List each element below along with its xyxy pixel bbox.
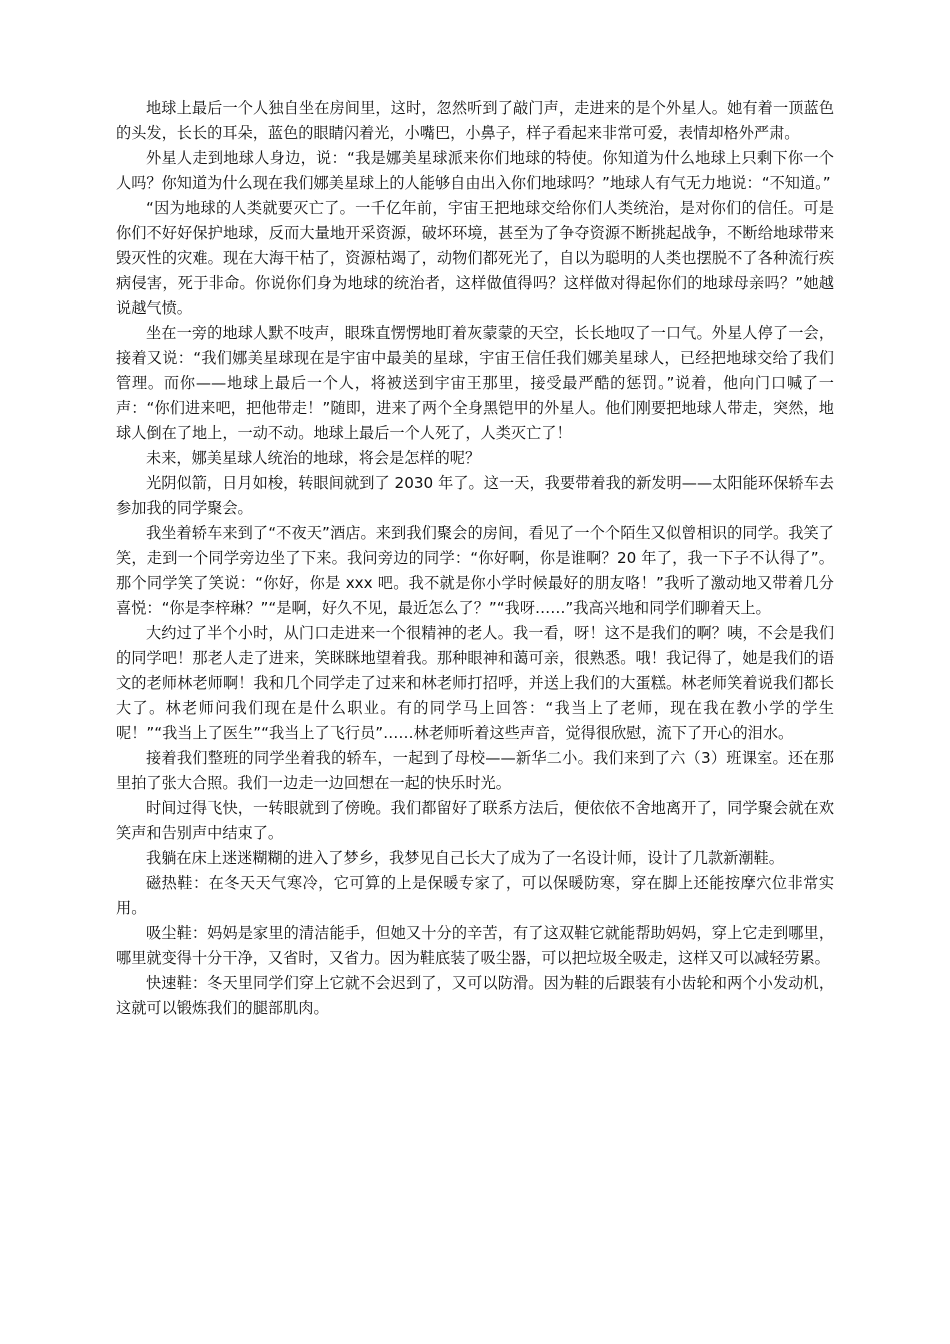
paragraph-1: 地球上最后一个人独自坐在房间里，这时，忽然听到了敲门声，走进来的是个外星人。她有着一顶蓝色的头发，长长的耳朵，蓝色的眼睛闪着光，小嘴巴，小鼻子，样子看起来非常可爱，表情却格外严肃。	[116, 99, 834, 142]
paragraph-7: 我坐着轿车来到了“不夜天”酒店。来到我们聚会的房间，看见了一个个陌生又似曾相识的同学。我笑了笑，走到一个同学旁边坐了下来。我问旁边的同学：“你好啊，你是谁啊？20 年了，我一下子不认得了”。那个同学笑了笑说：“你好，你是 xxx 吧。我不就是你小学时候最好的朋友咯！”我听了激动地又带着几分喜悦：“你是李梓琳？”“是啊，好久不见，最近怎么了？”“我呀……”我高兴地和同学们聊着天上。	[116, 524, 834, 617]
paragraph-4: 坐在一旁的地球人默不吱声，眼珠直愣愣地盯着灰蒙蒙的天空，长长地叹了一口气。外星人停了一会，接着又说：“我们娜美星球现在是宇宙中最美的星球，宇宙王信任我们娜美星球人，已经把地球交给了我们管理。而你——地球上最后一个人，将被送到宇宙王那里，接受最严酷的惩罚。”说着，他向门口喊了一声：“你们进来吧，把他带走！”随即，进来了两个全身黑铠甲的外星人。他们刚要把地球人带走，突然，地球人倒在了地上，一动不动。地球上最后一个人死了，人类灭亡了！	[116, 324, 834, 442]
paragraph-8: 大约过了半个小时，从门口走进来一个很精神的老人。我一看，呀！这不是我们的啊？咦，不会是我们的同学吧！那老人走了进来，笑眯眯地望着我。那种眼神和蔼可亲，很熟悉。哦！我记得了，她是我们的语文的老师林老师啊！我和几个同学走了过来和林老师打招呼，并送上我们的大蛋糕。林老师笑着说我们都长大了。林老师问我们现在是什么职业。有的同学马上回答：“我当上了老师，现在我在教小学的学生呢！”“我当上了医生”“我当上了飞行员”……林老师听着这些声音，觉得很欣慰，流下了开心的泪水。	[116, 624, 834, 742]
paragraph-11: 我躺在床上迷迷糊糊的进入了梦乡，我梦见自己长大了成为了一名设计师，设计了几款新潮鞋。	[146, 849, 784, 867]
paragraph-6: 光阴似箭，日月如梭，转眼间就到了 2030 年了。这一天，我要带着我的新发明——太阳能环保轿车去参加我的同学聚会。	[116, 474, 834, 517]
document-page	[116, 96, 834, 1021]
paragraph-14: 快速鞋：冬天里同学们穿上它就不会迟到了，又可以防滑。因为鞋的后跟装有小齿轮和两个小发动机，这就可以锻炼我们的腿部肌肉。	[116, 974, 834, 1017]
paragraph-10: 时间过得飞快，一转眼就到了傍晚。我们都留好了联系方法后，便依依不舍地离开了，同学聚会就在欢笑声和告别声中结束了。	[116, 799, 834, 842]
paragraph-13: 吸尘鞋：妈妈是家里的清洁能手，但她又十分的辛苦，有了这双鞋它就能帮助妈妈，穿上它走到哪里，哪里就变得十分干净，又省时，又省力。因为鞋底装了吸尘器，可以把垃圾全吸走，这样又可以减轻劳累。	[116, 924, 834, 967]
paragraph-5: 未来，娜美星球人统治的地球，将会是怎样的呢？	[146, 449, 481, 467]
paragraph-2: 外星人走到地球人身边，说：“我是娜美星球派来你们地球的特使。你知道为什么地球上只剩下你一个人吗？你知道为什么现在我们娜美星球上的人能够自由出入你们地球吗？”地球人有气无力地说：“不知道。”	[116, 149, 834, 192]
paragraph-12: 磁热鞋：在冬天天气寒冷，它可算的上是保暖专家了，可以保暖防寒，穿在脚上还能按摩穴位非常实用。	[116, 874, 834, 917]
paragraph-9: 接着我们整班的同学坐着我的轿车，一起到了母校——新华二小。我们来到了六（3）班课室。还在那里拍了张大合照。我们一边走一边回想在一起的快乐时光。	[116, 749, 834, 792]
paragraph-3: “因为地球的人类就要灭亡了。一千亿年前，宇宙王把地球交给你们人类统治，是对你们的信任。可是你们不好好保护地球，反而大量地开采资源，破坏环境，甚至为了争夺资源不断挑起战争，不断给地球带来毁灭性的灾难。现在大海干枯了，资源枯竭了，动物们都死光了，自以为聪明的人类也摆脱不了各种流行疾病侵害，死于非命。你说你们身为地球的统治者，这样做值得吗？这样做对得起你们的地球母亲吗？”她越说越气愤。	[116, 199, 834, 317]
